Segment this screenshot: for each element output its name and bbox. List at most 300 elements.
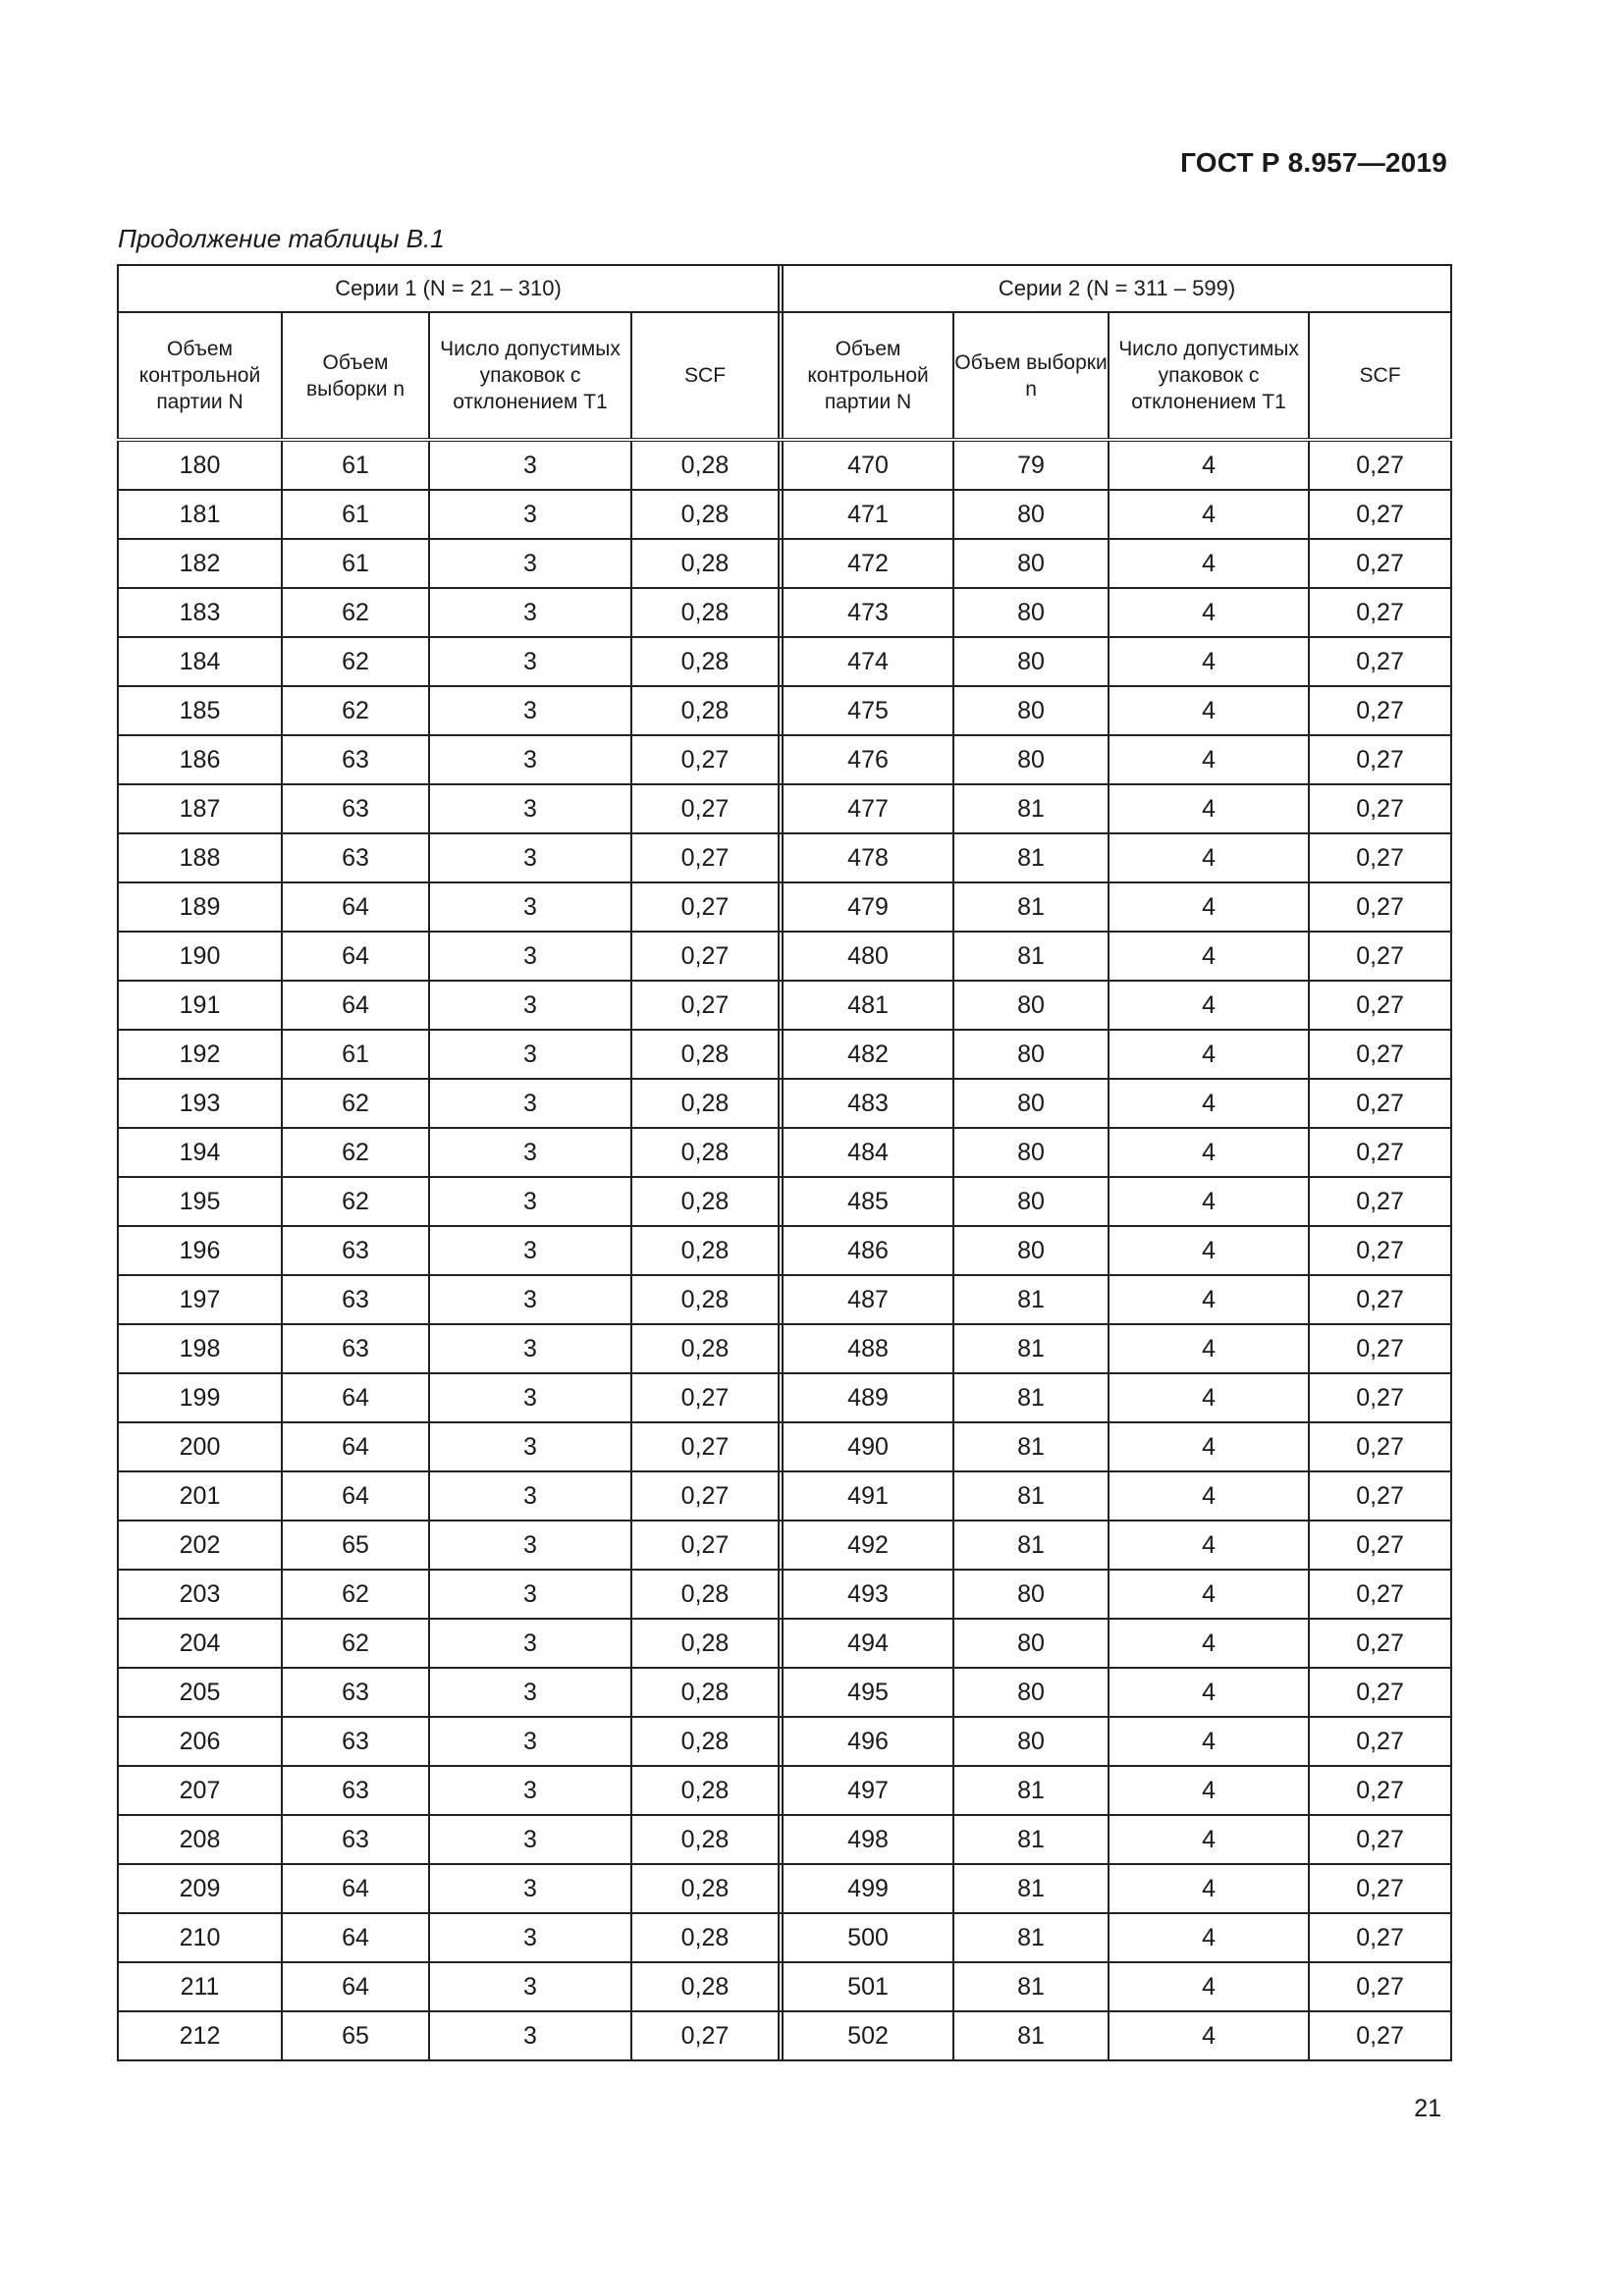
cell-allowed-packages-1: 3 <box>429 1324 631 1373</box>
cell-scf-1: 0,28 <box>631 1324 779 1373</box>
cell-allowed-packages-1: 3 <box>429 1864 631 1913</box>
cell-lot-size-1: 205 <box>118 1668 282 1717</box>
cell-scf-2: 0,27 <box>1309 1177 1451 1226</box>
cell-allowed-packages-2: 4 <box>1109 2011 1309 2060</box>
cell-lot-size-1: 195 <box>118 1177 282 1226</box>
cell-sample-size-2: 80 <box>953 1226 1109 1275</box>
cell-allowed-packages-1: 3 <box>429 833 631 882</box>
cell-allowed-packages-2: 4 <box>1109 1373 1309 1422</box>
cell-allowed-packages-1: 3 <box>429 1471 631 1521</box>
cell-lot-size-2: 488 <box>783 1324 953 1373</box>
series-2-title: Серии 2 (N = 311 – 599) <box>998 276 1236 300</box>
cell-lot-size-2: 498 <box>783 1815 953 1864</box>
cell-sample-size-1: 62 <box>282 1079 429 1128</box>
cell-scf-1: 0,27 <box>631 735 779 784</box>
cell-lot-size-1: 206 <box>118 1717 282 1766</box>
cell-scf-2: 0,27 <box>1309 1717 1451 1766</box>
cell-sample-size-2: 81 <box>953 1324 1109 1373</box>
cell-sample-size-1: 65 <box>282 1521 429 1570</box>
cell-lot-size-2: 500 <box>783 1913 953 1962</box>
cell-lot-size-2: 472 <box>783 539 953 588</box>
cell-sample-size-1: 63 <box>282 735 429 784</box>
cell-lot-size-2: 501 <box>783 1962 953 2011</box>
cell-sample-size-2: 80 <box>953 735 1109 784</box>
cell-sample-size-2: 81 <box>953 1864 1109 1913</box>
cell-sample-size-1: 62 <box>282 637 429 686</box>
table-row <box>118 1717 1451 1766</box>
cell-allowed-packages-1: 3 <box>429 1766 631 1815</box>
table-row <box>118 1815 1451 1864</box>
cell-sample-size-2: 81 <box>953 1962 1109 2011</box>
cell-allowed-packages-1: 3 <box>429 1226 631 1275</box>
col-header-scf-2: SCF <box>1309 312 1451 440</box>
cell-allowed-packages-2: 4 <box>1109 686 1309 735</box>
cell-lot-size-1: 199 <box>118 1373 282 1422</box>
table-row <box>118 490 1451 539</box>
cell-lot-size-2: 481 <box>783 981 953 1030</box>
cell-scf-2: 0,27 <box>1309 1422 1451 1471</box>
cell-lot-size-2: 473 <box>783 588 953 637</box>
cell-lot-size-1: 193 <box>118 1079 282 1128</box>
cell-sample-size-2: 80 <box>953 1177 1109 1226</box>
cell-lot-size-2: 493 <box>783 1570 953 1619</box>
cell-lot-size-1: 211 <box>118 1962 282 2011</box>
cell-scf-1: 0,28 <box>631 490 779 539</box>
cell-scf-2: 0,27 <box>1309 539 1451 588</box>
cell-allowed-packages-2: 4 <box>1109 1226 1309 1275</box>
cell-lot-size-2: 499 <box>783 1864 953 1913</box>
cell-allowed-packages-2: 4 <box>1109 981 1309 1030</box>
cell-scf-1: 0,27 <box>631 1521 779 1570</box>
table-row <box>118 1570 1451 1619</box>
cell-allowed-packages-2: 4 <box>1109 1324 1309 1373</box>
cell-sample-size-1: 63 <box>282 784 429 833</box>
cell-scf-1: 0,28 <box>631 1815 779 1864</box>
cell-allowed-packages-1: 3 <box>429 637 631 686</box>
cell-lot-size-1: 186 <box>118 735 282 784</box>
cell-sample-size-1: 64 <box>282 981 429 1030</box>
table-row <box>118 539 1451 588</box>
cell-scf-1: 0,27 <box>631 1471 779 1521</box>
cell-lot-size-2: 487 <box>783 1275 953 1324</box>
cell-lot-size-1: 202 <box>118 1521 282 1570</box>
cell-scf-1: 0,28 <box>631 1668 779 1717</box>
cell-scf-1: 0,28 <box>631 1079 779 1128</box>
cell-scf-1: 0,27 <box>631 1373 779 1422</box>
table-row <box>118 1766 1451 1815</box>
cell-allowed-packages-2: 4 <box>1109 539 1309 588</box>
cell-allowed-packages-1: 3 <box>429 784 631 833</box>
cell-scf-2: 0,27 <box>1309 1471 1451 1521</box>
series-1-title: Серии 1 (N = 21 – 310) <box>335 276 562 300</box>
cell-scf-1: 0,27 <box>631 981 779 1030</box>
cell-sample-size-1: 63 <box>282 1766 429 1815</box>
cell-allowed-packages-2: 4 <box>1109 440 1309 490</box>
table-row <box>118 1962 1451 2011</box>
cell-sample-size-1: 63 <box>282 1668 429 1717</box>
table-row <box>118 833 1451 882</box>
cell-scf-2: 0,27 <box>1309 1815 1451 1864</box>
cell-allowed-packages-2: 4 <box>1109 1471 1309 1521</box>
cell-sample-size-1: 63 <box>282 833 429 882</box>
document-standard-header: ГОСТ Р 8.957—2019 <box>1180 147 1447 178</box>
col-header-scf-1: SCF <box>631 312 779 440</box>
cell-lot-size-1: 182 <box>118 539 282 588</box>
cell-allowed-packages-1: 3 <box>429 588 631 637</box>
cell-sample-size-2: 81 <box>953 932 1109 981</box>
cell-scf-1: 0,28 <box>631 440 779 490</box>
cell-allowed-packages-2: 4 <box>1109 1570 1309 1619</box>
cell-sample-size-1: 62 <box>282 1177 429 1226</box>
cell-lot-size-2: 482 <box>783 1030 953 1079</box>
cell-allowed-packages-2: 4 <box>1109 1913 1309 1962</box>
col-header-sample-size-2: Объем выборки n <box>953 312 1109 440</box>
table-row <box>118 882 1451 932</box>
cell-scf-2: 0,27 <box>1309 1373 1451 1422</box>
cell-lot-size-1: 198 <box>118 1324 282 1373</box>
cell-allowed-packages-2: 4 <box>1109 833 1309 882</box>
cell-sample-size-1: 64 <box>282 1913 429 1962</box>
cell-scf-1: 0,28 <box>631 1717 779 1766</box>
cell-lot-size-2: 497 <box>783 1766 953 1815</box>
page-number: 21 <box>1414 2095 1441 2122</box>
cell-sample-size-1: 61 <box>282 1030 429 1079</box>
cell-sample-size-1: 62 <box>282 686 429 735</box>
cell-sample-size-2: 81 <box>953 784 1109 833</box>
cell-lot-size-1: 188 <box>118 833 282 882</box>
cell-lot-size-1: 191 <box>118 981 282 1030</box>
cell-allowed-packages-1: 3 <box>429 1668 631 1717</box>
col-header-allowed-packages-2: Число допустимых упаковок с отклонением T1 <box>1109 312 1309 440</box>
cell-sample-size-1: 64 <box>282 1864 429 1913</box>
cell-sample-size-2: 80 <box>953 588 1109 637</box>
cell-allowed-packages-1: 3 <box>429 1128 631 1177</box>
cell-lot-size-1: 203 <box>118 1570 282 1619</box>
cell-scf-2: 0,27 <box>1309 1619 1451 1668</box>
cell-allowed-packages-2: 4 <box>1109 1864 1309 1913</box>
cell-sample-size-2: 81 <box>953 2011 1109 2060</box>
cell-sample-size-2: 79 <box>953 440 1109 490</box>
table-row <box>118 1275 1451 1324</box>
cell-scf-1: 0,28 <box>631 1128 779 1177</box>
cell-allowed-packages-2: 4 <box>1109 1619 1309 1668</box>
cell-sample-size-1: 64 <box>282 1373 429 1422</box>
data-table-container <box>117 264 1450 2061</box>
cell-allowed-packages-2: 4 <box>1109 882 1309 932</box>
cell-lot-size-1: 196 <box>118 1226 282 1275</box>
cell-scf-1: 0,28 <box>631 686 779 735</box>
table-row <box>118 1177 1451 1226</box>
col-header-lot-size-1: Объем контрольной партии N <box>118 312 282 440</box>
table-row <box>118 1324 1451 1373</box>
cell-scf-2: 0,27 <box>1309 1570 1451 1619</box>
cell-allowed-packages-1: 3 <box>429 1521 631 1570</box>
series-1-header <box>118 265 779 312</box>
cell-lot-size-2: 478 <box>783 833 953 882</box>
cell-scf-1: 0,27 <box>631 882 779 932</box>
cell-scf-1: 0,27 <box>631 932 779 981</box>
cell-lot-size-1: 181 <box>118 490 282 539</box>
table-row <box>118 1521 1451 1570</box>
cell-allowed-packages-1: 3 <box>429 1913 631 1962</box>
cell-lot-size-2: 475 <box>783 686 953 735</box>
table-row <box>118 1422 1451 1471</box>
cell-scf-2: 0,27 <box>1309 1128 1451 1177</box>
cell-lot-size-1: 180 <box>118 440 282 490</box>
cell-allowed-packages-2: 4 <box>1109 932 1309 981</box>
cell-allowed-packages-2: 4 <box>1109 1422 1309 1471</box>
cell-lot-size-2: 476 <box>783 735 953 784</box>
table-row <box>118 637 1451 686</box>
cell-allowed-packages-1: 3 <box>429 1619 631 1668</box>
cell-sample-size-1: 63 <box>282 1717 429 1766</box>
cell-sample-size-2: 80 <box>953 1128 1109 1177</box>
cell-allowed-packages-1: 3 <box>429 882 631 932</box>
cell-allowed-packages-1: 3 <box>429 539 631 588</box>
table-row <box>118 1913 1451 1962</box>
cell-allowed-packages-1: 3 <box>429 1815 631 1864</box>
cell-lot-size-2: 502 <box>783 2011 953 2060</box>
cell-sample-size-2: 80 <box>953 1079 1109 1128</box>
cell-scf-2: 0,27 <box>1309 1226 1451 1275</box>
cell-sample-size-2: 81 <box>953 1521 1109 1570</box>
cell-sample-size-1: 63 <box>282 1815 429 1864</box>
cell-sample-size-1: 62 <box>282 1619 429 1668</box>
cell-allowed-packages-1: 3 <box>429 1177 631 1226</box>
table-row <box>118 735 1451 784</box>
cell-sample-size-2: 80 <box>953 490 1109 539</box>
cell-sample-size-2: 80 <box>953 1570 1109 1619</box>
cell-scf-2: 0,27 <box>1309 1030 1451 1079</box>
cell-scf-2: 0,27 <box>1309 1668 1451 1717</box>
cell-allowed-packages-1: 3 <box>429 1422 631 1471</box>
table-row <box>118 1373 1451 1422</box>
cell-sample-size-2: 81 <box>953 1815 1109 1864</box>
cell-lot-size-2: 470 <box>783 440 953 490</box>
cell-scf-1: 0,28 <box>631 1766 779 1815</box>
cell-lot-size-1: 212 <box>118 2011 282 2060</box>
cell-sample-size-1: 64 <box>282 1422 429 1471</box>
cell-sample-size-2: 81 <box>953 1373 1109 1422</box>
cell-sample-size-2: 80 <box>953 1717 1109 1766</box>
cell-lot-size-2: 479 <box>783 882 953 932</box>
cell-allowed-packages-1: 3 <box>429 1373 631 1422</box>
table-row <box>118 981 1451 1030</box>
table-row <box>118 1079 1451 1128</box>
cell-lot-size-1: 184 <box>118 637 282 686</box>
cell-scf-2: 0,27 <box>1309 882 1451 932</box>
cell-scf-2: 0,27 <box>1309 588 1451 637</box>
cell-lot-size-1: 210 <box>118 1913 282 1962</box>
table-row <box>118 1668 1451 1717</box>
cell-scf-2: 0,27 <box>1309 735 1451 784</box>
col-header-sample-size-1: Объем выборки n <box>282 312 429 440</box>
cell-allowed-packages-2: 4 <box>1109 1079 1309 1128</box>
cell-allowed-packages-2: 4 <box>1109 1962 1309 2011</box>
cell-scf-2: 0,27 <box>1309 686 1451 735</box>
cell-lot-size-2: 485 <box>783 1177 953 1226</box>
table-row <box>118 1864 1451 1913</box>
cell-sample-size-1: 62 <box>282 1570 429 1619</box>
table-row <box>118 686 1451 735</box>
cell-lot-size-2: 494 <box>783 1619 953 1668</box>
cell-sample-size-1: 63 <box>282 1324 429 1373</box>
cell-lot-size-1: 209 <box>118 1864 282 1913</box>
data-table <box>117 264 1452 2061</box>
cell-lot-size-1: 197 <box>118 1275 282 1324</box>
cell-sample-size-1: 64 <box>282 882 429 932</box>
cell-allowed-packages-1: 3 <box>429 1079 631 1128</box>
cell-lot-size-1: 192 <box>118 1030 282 1079</box>
cell-sample-size-1: 61 <box>282 490 429 539</box>
cell-sample-size-1: 64 <box>282 1962 429 2011</box>
cell-sample-size-2: 80 <box>953 1030 1109 1079</box>
table-row <box>118 1619 1451 1668</box>
cell-allowed-packages-2: 4 <box>1109 1766 1309 1815</box>
cell-allowed-packages-2: 4 <box>1109 637 1309 686</box>
cell-scf-2: 0,27 <box>1309 1079 1451 1128</box>
cell-sample-size-1: 61 <box>282 440 429 490</box>
cell-lot-size-1: 208 <box>118 1815 282 1864</box>
cell-scf-1: 0,27 <box>631 2011 779 2060</box>
cell-lot-size-2: 495 <box>783 1668 953 1717</box>
cell-lot-size-1: 200 <box>118 1422 282 1471</box>
cell-allowed-packages-1: 3 <box>429 1962 631 2011</box>
cell-sample-size-2: 81 <box>953 1275 1109 1324</box>
cell-lot-size-2: 489 <box>783 1373 953 1422</box>
cell-lot-size-1: 187 <box>118 784 282 833</box>
cell-scf-2: 0,27 <box>1309 1766 1451 1815</box>
cell-scf-2: 0,27 <box>1309 1324 1451 1373</box>
cell-allowed-packages-2: 4 <box>1109 784 1309 833</box>
cell-sample-size-1: 64 <box>282 1471 429 1521</box>
cell-scf-2: 0,27 <box>1309 833 1451 882</box>
table-row <box>118 440 1451 490</box>
cell-sample-size-2: 80 <box>953 1619 1109 1668</box>
cell-allowed-packages-1: 3 <box>429 440 631 490</box>
cell-sample-size-2: 80 <box>953 539 1109 588</box>
table-row <box>118 1471 1451 1521</box>
col-header-lot-size-2: Объем контрольной партии N <box>783 312 953 440</box>
cell-lot-size-1: 201 <box>118 1471 282 1521</box>
col-header-allowed-packages-1: Число допустимых упаковок с отклонением T1 <box>429 312 631 440</box>
cell-lot-size-2: 492 <box>783 1521 953 1570</box>
cell-lot-size-1: 194 <box>118 1128 282 1177</box>
cell-sample-size-1: 62 <box>282 588 429 637</box>
cell-scf-1: 0,28 <box>631 539 779 588</box>
cell-sample-size-2: 81 <box>953 1766 1109 1815</box>
table-row <box>118 1030 1451 1079</box>
cell-allowed-packages-2: 4 <box>1109 1128 1309 1177</box>
series-2-header <box>783 265 1451 312</box>
table-row <box>118 1226 1451 1275</box>
cell-sample-size-2: 80 <box>953 637 1109 686</box>
cell-sample-size-1: 63 <box>282 1275 429 1324</box>
table-row <box>118 588 1451 637</box>
cell-lot-size-2: 496 <box>783 1717 953 1766</box>
cell-scf-1: 0,27 <box>631 784 779 833</box>
cell-lot-size-2: 484 <box>783 1128 953 1177</box>
cell-scf-1: 0,28 <box>631 1619 779 1668</box>
cell-sample-size-2: 81 <box>953 833 1109 882</box>
cell-allowed-packages-1: 3 <box>429 2011 631 2060</box>
cell-sample-size-2: 80 <box>953 686 1109 735</box>
cell-allowed-packages-2: 4 <box>1109 1717 1309 1766</box>
cell-lot-size-2: 477 <box>783 784 953 833</box>
cell-allowed-packages-1: 3 <box>429 1570 631 1619</box>
cell-sample-size-1: 62 <box>282 1128 429 1177</box>
cell-allowed-packages-1: 3 <box>429 1717 631 1766</box>
cell-allowed-packages-2: 4 <box>1109 735 1309 784</box>
cell-lot-size-2: 491 <box>783 1471 953 1521</box>
cell-allowed-packages-1: 3 <box>429 490 631 539</box>
cell-lot-size-2: 486 <box>783 1226 953 1275</box>
cell-allowed-packages-2: 4 <box>1109 1521 1309 1570</box>
cell-scf-1: 0,28 <box>631 1030 779 1079</box>
cell-scf-2: 0,27 <box>1309 440 1451 490</box>
cell-scf-2: 0,27 <box>1309 1275 1451 1324</box>
table-row <box>118 2011 1451 2060</box>
cell-lot-size-1: 183 <box>118 588 282 637</box>
cell-sample-size-2: 80 <box>953 981 1109 1030</box>
cell-scf-2: 0,27 <box>1309 2011 1451 2060</box>
cell-scf-2: 0,27 <box>1309 784 1451 833</box>
cell-scf-1: 0,28 <box>631 1913 779 1962</box>
cell-allowed-packages-1: 3 <box>429 735 631 784</box>
cell-scf-1: 0,28 <box>631 1275 779 1324</box>
cell-sample-size-2: 81 <box>953 1422 1109 1471</box>
cell-lot-size-2: 480 <box>783 932 953 981</box>
cell-allowed-packages-1: 3 <box>429 1030 631 1079</box>
cell-sample-size-1: 65 <box>282 2011 429 2060</box>
table-row <box>118 1128 1451 1177</box>
table-row <box>118 932 1451 981</box>
cell-scf-2: 0,27 <box>1309 1962 1451 2011</box>
cell-sample-size-1: 63 <box>282 1226 429 1275</box>
cell-sample-size-1: 61 <box>282 539 429 588</box>
cell-allowed-packages-2: 4 <box>1109 1177 1309 1226</box>
cell-scf-1: 0,28 <box>631 1962 779 2011</box>
cell-scf-2: 0,27 <box>1309 1521 1451 1570</box>
cell-sample-size-2: 81 <box>953 1913 1109 1962</box>
cell-lot-size-2: 483 <box>783 1079 953 1128</box>
cell-lot-size-1: 207 <box>118 1766 282 1815</box>
cell-lot-size-1: 204 <box>118 1619 282 1668</box>
cell-sample-size-2: 81 <box>953 1471 1109 1521</box>
cell-allowed-packages-2: 4 <box>1109 1275 1309 1324</box>
cell-scf-1: 0,27 <box>631 833 779 882</box>
cell-allowed-packages-1: 3 <box>429 932 631 981</box>
cell-allowed-packages-2: 4 <box>1109 1030 1309 1079</box>
cell-scf-2: 0,27 <box>1309 637 1451 686</box>
cell-lot-size-1: 189 <box>118 882 282 932</box>
cell-lot-size-2: 474 <box>783 637 953 686</box>
cell-lot-size-2: 471 <box>783 490 953 539</box>
cell-sample-size-2: 80 <box>953 1668 1109 1717</box>
cell-allowed-packages-2: 4 <box>1109 1815 1309 1864</box>
cell-sample-size-1: 64 <box>282 932 429 981</box>
cell-allowed-packages-1: 3 <box>429 686 631 735</box>
cell-scf-2: 0,27 <box>1309 1913 1451 1962</box>
cell-allowed-packages-1: 3 <box>429 1275 631 1324</box>
table-body <box>118 440 1451 2060</box>
cell-allowed-packages-2: 4 <box>1109 490 1309 539</box>
cell-allowed-packages-1: 3 <box>429 981 631 1030</box>
table-caption: Продолжение таблицы В.1 <box>118 224 445 253</box>
cell-allowed-packages-2: 4 <box>1109 1668 1309 1717</box>
cell-scf-1: 0,27 <box>631 1422 779 1471</box>
cell-lot-size-1: 185 <box>118 686 282 735</box>
